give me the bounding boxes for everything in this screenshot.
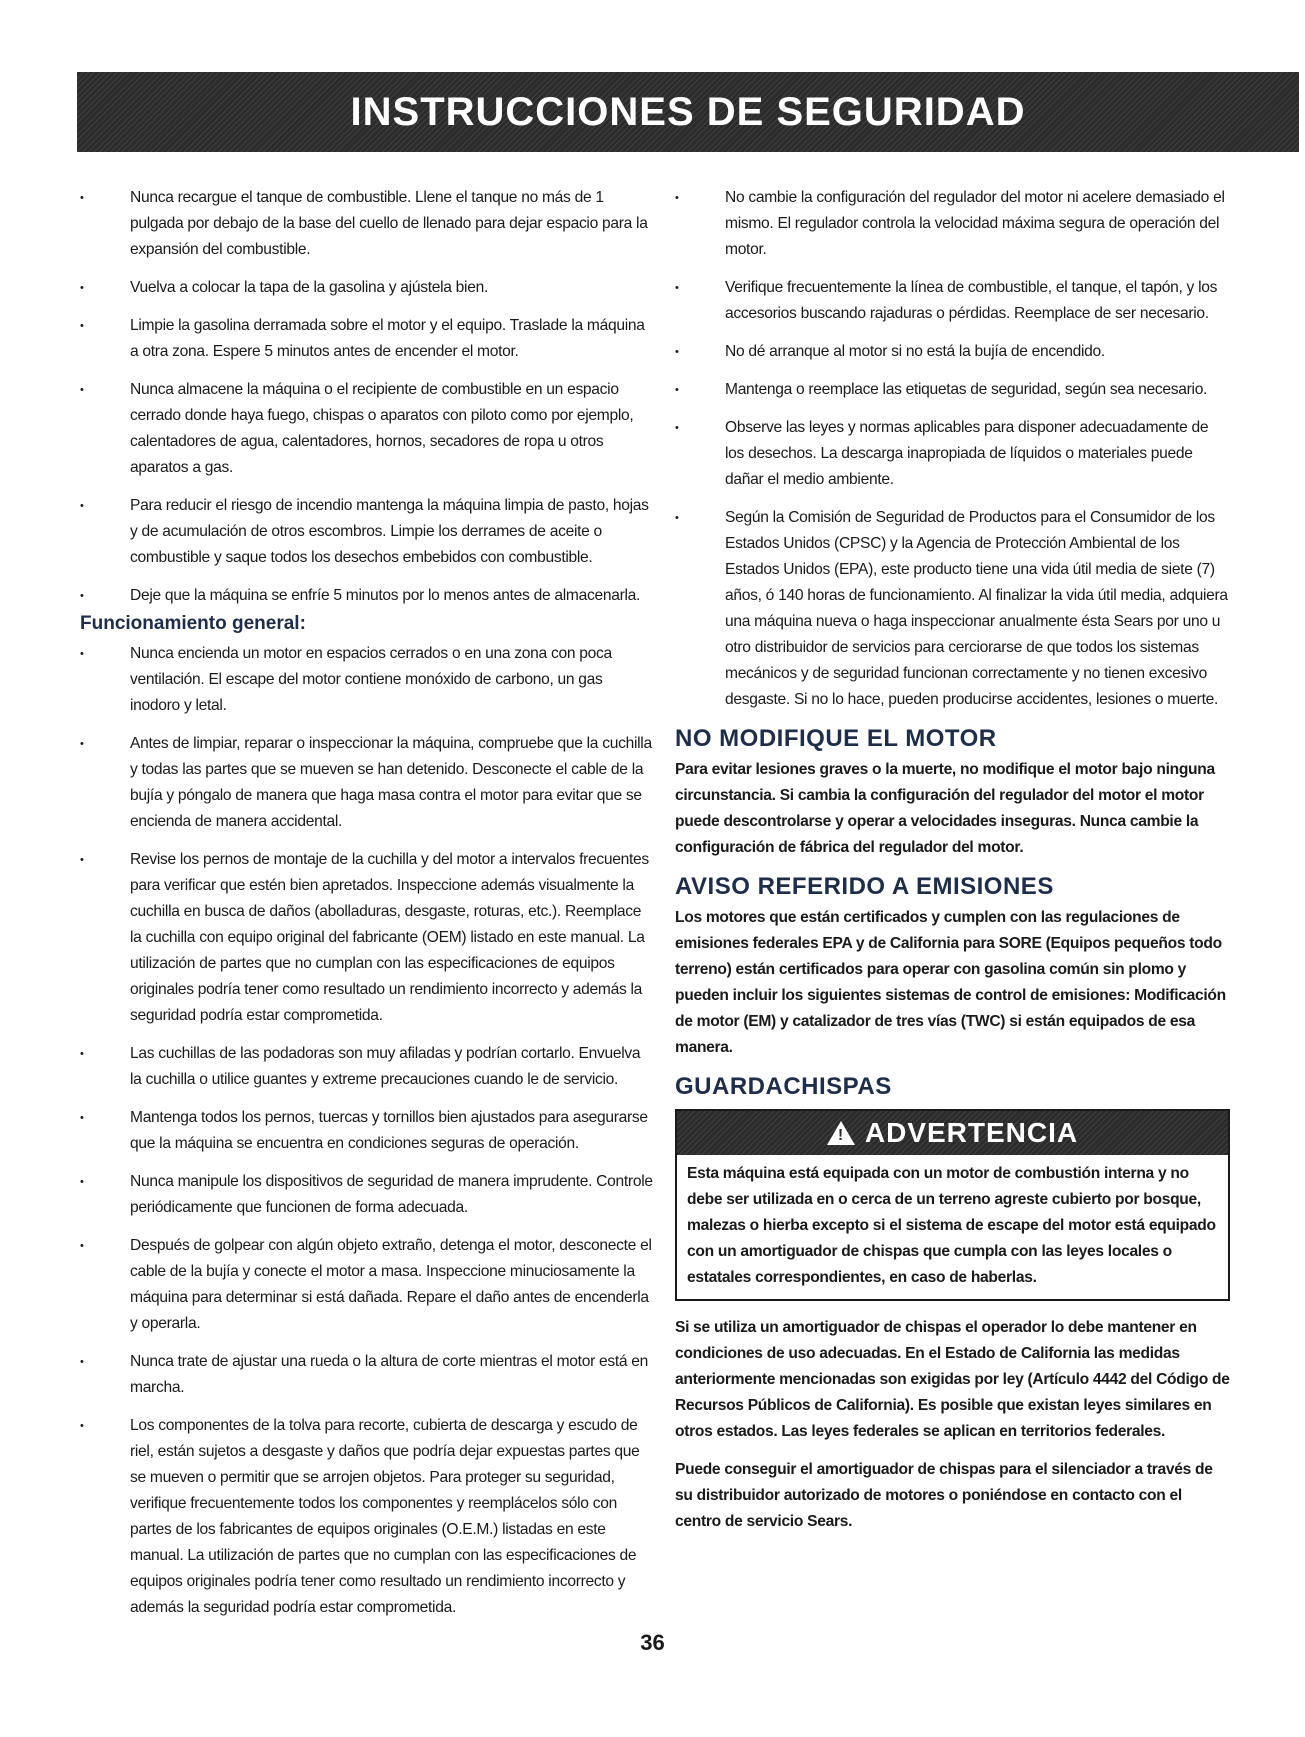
general-operation-list [80, 641, 655, 1621]
spark-arrestor-paragraph-1: Si se utiliza un amortiguador de chispas el operador lo debe mantener en condiciones de uso adecuadas. En el Estado de California las medidas anteriormente mencionadas son exigidas por ley (Artículo 4442 del Código de Recursos Públicos de California). Es posible que existan leyes similares en otros estados. Las leyes federales se aplican en territorios federales. [675, 1319, 1230, 1440]
no-modify-heading: NO MODIFIQUE EL MOTOR [675, 725, 997, 752]
page-title: INSTRUCCIONES DE SEGURIDAD [350, 89, 1026, 134]
fuel-safety-list [80, 185, 655, 609]
list-item: • No cambie la configuración del regulador del motor ni acelere demasiado el mismo. El regulador controla la velocidad máxima segura de operación del motor. [675, 185, 1230, 263]
list-item: • Revise los pernos de montaje de la cuchilla y del motor a intervalos frecuentes para verificar que estén bien apretados. Inspeccione además visualmente la cuchilla en busca de daños (abolladuras, desgaste, roturas, etc.). Reemplace la cuchilla con equipo original del fabricante (OEM) listado en este manual. La utilización de partes que no cumplan con las especificaciones de equipos originales podría tener como resultado un rendimiento incorrecto y además la seguridad podría estar comprometida. [80, 847, 655, 1029]
list-item: • Verifique frecuentemente la línea de combustible, el tanque, el tapón, y los accesorios buscando rajaduras o pérdidas. Reemplace de ser necesario. [675, 275, 1230, 327]
emissions-heading: AVISO REFERIDO A EMISIONES [675, 873, 1054, 900]
list-item: • Vuelva a colocar la tapa de la gasolina y ajústela bien. [80, 275, 655, 301]
warning-triangle-icon: ! [827, 1121, 855, 1145]
general-operation-heading: Funcionamiento general: [80, 613, 306, 634]
section-banner [77, 72, 1299, 152]
list-item: • Limpie la gasolina derramada sobre el motor y el equipo. Traslade la máquina a otra zona. Espere 5 minutos antes de encender el motor. [80, 313, 655, 365]
list-item: • Los componentes de la tolva para recorte, cubierta de descarga y escudo de riel, están sujetos a desgaste y daños que podría dejar expuestas partes que se mueven o permitir que se arrojen objetos. Para proteger su seguridad, verifique frecuentemente todos los componentes y reemplácelos sólo con partes de los fabricantes de equipos originales (O.E.M.) listadas en este manual. La utilización de partes que no cumplan con las especificaciones de equipos originales podría tener como resultado un rendimiento incorrecto y además la seguridad podría estar comprometida. [80, 1413, 655, 1621]
list-item: • Nunca trate de ajustar una rueda o la altura de corte mientras el motor está en marcha. [80, 1349, 655, 1401]
no-modify-text: Para evitar lesiones graves o la muerte, no modifique el motor bajo ninguna circunstancia. Si cambia la configuración del regulador del motor el motor puede descontrolarse y operar a velocidades inseguras. Nunca cambie la configuración de fábrica del regulador del motor. [675, 761, 1215, 856]
spark-arrestor-heading: GUARDACHISPAS [675, 1073, 892, 1100]
list-item: • Nunca manipule los dispositivos de seguridad de manera imprudente. Controle periódicamente que funcionen de forma adecuada. [80, 1169, 655, 1221]
warning-text: Esta máquina está equipada con un motor de combustión interna y no debe ser utilizada en o cerca de un terreno agreste cubierto por bosque, malezas o hierba excepto si el sistema de escape del motor está equipado con un amortiguador de chispas que cumpla con las leyes locales o estatales correspondientes, en caso de haberlas. [687, 1165, 1216, 1286]
list-item: • Las cuchillas de las podadoras son muy afiladas y podrían cortarlo. Envuelva la cuchilla o utilice guantes y extreme precauciones cuando le de servicio. [80, 1041, 655, 1093]
list-item: • Mantenga o reemplace las etiquetas de seguridad, según sea necesario. [675, 377, 1230, 403]
list-item: • Mantenga todos los pernos, tuercas y tornillos bien ajustados para asegurarse que la máquina se encuentra en condiciones seguras de operación. [80, 1105, 655, 1157]
list-item: • Observe las leyes y normas aplicables para disponer adecuadamente de los desechos. La descarga inapropiada de líquidos o materiales puede dañar el medio ambiente. [675, 415, 1230, 493]
left-column [80, 185, 655, 1633]
list-item: • Deje que la máquina se enfríe 5 minutos por lo menos antes de almacenarla. [80, 583, 655, 609]
list-item: • Después de golpear con algún objeto extraño, detenga el motor, desconecte el cable de la bujía y conecte el motor a masa. Inspeccione minuciosamente la máquina para determinar si está dañada. Repare el daño antes de encenderla y operarla. [80, 1233, 655, 1337]
emissions-text: Los motores que están certificados y cumplen con las regulaciones de emisiones federales EPA y de California para SORE (Equipos pequeños todo terreno) están certificados para operar con gasolina común sin plomo y pueden incluir los siguientes sistemas de control de emisiones: Modificación de motor (EM) y catalizador de tres vías (TWC) si están equipados de esa manera. [675, 909, 1226, 1056]
spark-arrestor-paragraph-2: Puede conseguir el amortiguador de chispas para el silenciador a través de su distribuidor autorizado de motores o poniéndose en contacto con el centro de servicio Sears. [675, 1461, 1213, 1530]
engine-safety-list [675, 185, 1230, 713]
list-item: • Nunca almacene la máquina o el recipiente de combustible en un espacio cerrado donde haya fuego, chispas o aparatos con piloto como por ejemplo, calentadores de agua, calentadores, hornos, secadores de ropa u otros aparatos a gas. [80, 377, 655, 481]
list-item: • Antes de limpiar, reparar o inspeccionar la máquina, compruebe que la cuchilla y todas las partes que se mueven se han detenido. Desconecte el cable de la bujía y póngalo de manera que haga masa contra el motor para evitar que se encienda de manera accidental. [80, 731, 655, 835]
page-number: 36 [640, 1630, 665, 1655]
list-item: • Nunca encienda un motor en espacios cerrados o en una zona con poca ventilación. El escape del motor contiene monóxido de carbono, un gas inodoro y letal. [80, 641, 655, 719]
list-item: • Nunca recargue el tanque de combustible. Llene el tanque no más de 1 pulgada por debajo de la base del cuello de llenado para dejar espacio para la expansión del combustible. [80, 185, 655, 263]
list-item: • No dé arranque al motor si no está la bujía de encendido. [675, 339, 1230, 365]
list-item: • Según la Comisión de Seguridad de Productos para el Consumidor de los Estados Unidos (CPSC) y la Agencia de Protección Ambiental de los Estados Unidos (EPA), este producto tiene una vida útil media de siete (7) años, ó 140 horas de funcionamiento. Al finalizar la vida útil media, adquiera una máquina nueva o haga inspeccionar anualmente ésta Sears por uno u otro distribuidor de servicios para cerciorarse de que todos los sistemas mecánicos y de seguridad funcionan correctamente y no tienen excesivo desgaste. Si no lo hace, pueden producirse accidentes, lesiones o muerte. [675, 505, 1230, 713]
list-item: • Para reducir el riesgo de incendio mantenga la máquina limpia de pasto, hojas y de acumulación de otros escombros. Limpie los derrames de aceite o combustible y saque todos los desechos embebidos con combustible. [80, 493, 655, 571]
right-column [675, 185, 1230, 1547]
warning-header [677, 1111, 1228, 1155]
warning-label: ADVERTENCIA [864, 1117, 1079, 1148]
warning-box [675, 1109, 1230, 1301]
